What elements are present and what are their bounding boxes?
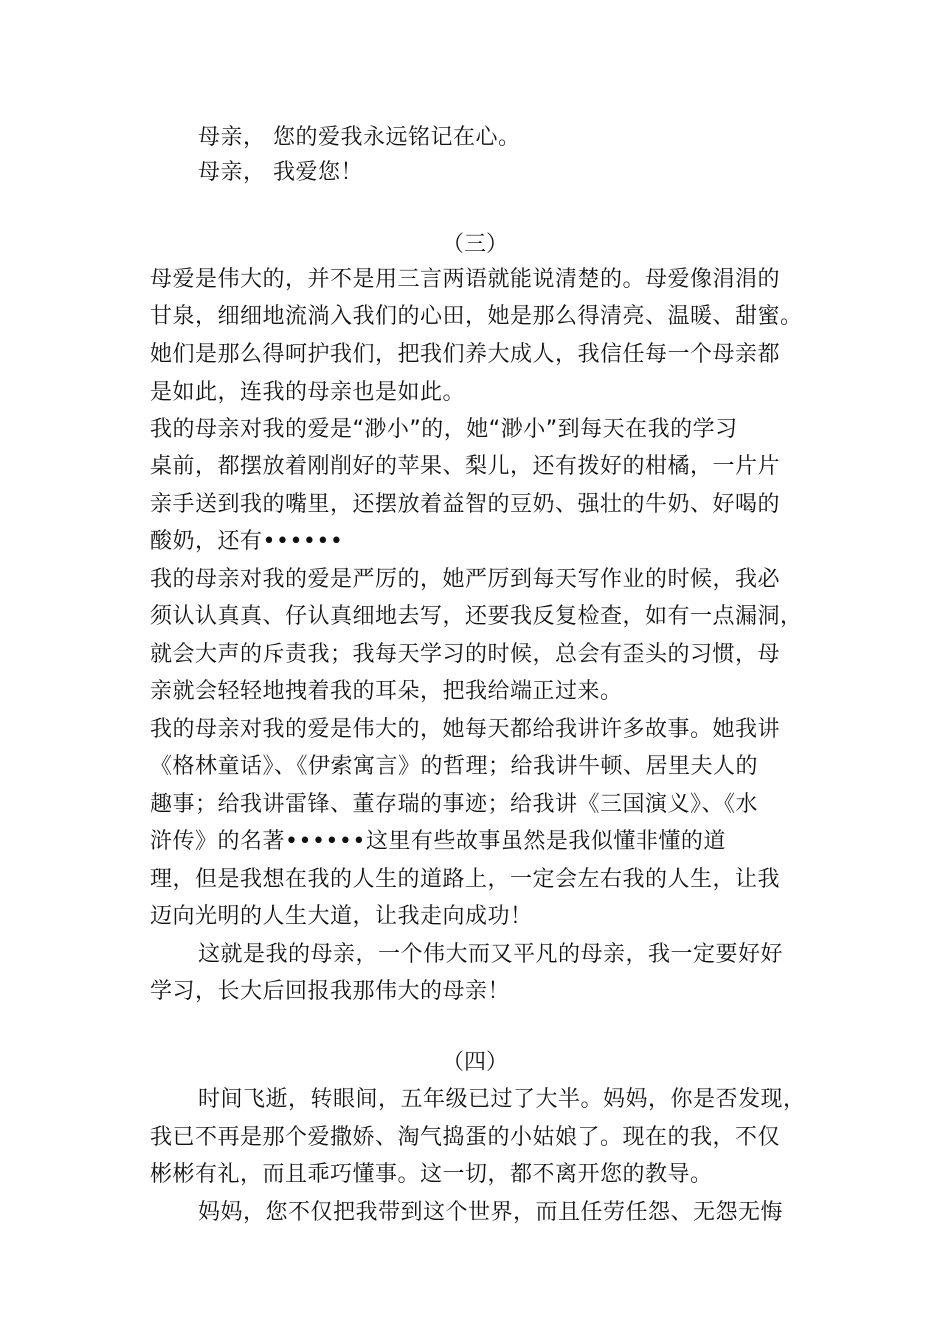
paragraph-line: 须认认真真、仔认真细地去写，还要我反复检查，如有一点漏洞， bbox=[150, 604, 803, 629]
paragraph-line: 妈妈，您不仅把我带到这个世界，而且任劳任怨、无怨无悔 bbox=[198, 1200, 784, 1225]
section-heading-3: （三） bbox=[441, 232, 508, 257]
paragraph-line: 彬彬有礼，而且乖巧懂事。这一切，都不离开您的教导。 bbox=[150, 1162, 713, 1187]
paragraph-line: 学习，长大后回报我那伟大的母亲！ bbox=[150, 979, 511, 1004]
paragraph-line: 亲手送到我的嘴里，还摆放着益智的豆奶、强壮的牛奶、好喝的 bbox=[150, 492, 781, 517]
paragraph-line: 时间飞逝，转眼间，五年级已过了大半。妈妈，你是否发现， bbox=[198, 1087, 806, 1112]
paragraph-line: 酸奶，还有•••••• bbox=[150, 529, 344, 554]
paragraph-line: 桌前，都摆放着刚削好的苹果、梨儿，还有拨好的柑橘，一片片 bbox=[150, 454, 781, 479]
paragraph-line: 母亲， 我爱您！ bbox=[198, 160, 363, 185]
section-heading-4: （四） bbox=[441, 1050, 508, 1075]
paragraph-line: 甘泉，细细地流淌入我们的心田，她是那么得清亮、温暖、甜蜜。 bbox=[150, 304, 803, 329]
paragraph-line: 《格林童话》、《伊索寓言》的哲理；给我讲牛顿、居里夫人的 bbox=[150, 754, 759, 779]
paragraph-line: 我的母亲对我的爱是伟大的，她每天都给我讲许多故事。她我讲 bbox=[150, 717, 781, 742]
paragraph-line: 就会大声的斥责我；我每天学习的时候，总会有歪头的习惯，母 bbox=[150, 642, 781, 667]
paragraph-line: 我的母亲对我的爱是“渺小”的，她“渺小”到每天在我的学习 bbox=[150, 417, 738, 442]
paragraph-line: 理，但是我想在我的人生的道路上，一定会左右我的人生，让我 bbox=[150, 867, 781, 892]
paragraph-line: 我已不再是那个爱撒娇、淘气捣蛋的小姑娘了。现在的我，不仅 bbox=[150, 1125, 781, 1150]
paragraph-line: 浒传》的名著••••••这里有些故事虽然是我似懂非懂的道 bbox=[150, 829, 726, 854]
paragraph-line: 我的母亲对我的爱是严厉的，她严厉到每天写作业的时候，我必 bbox=[150, 567, 781, 592]
paragraph-line: 是如此，连我的母亲也是如此。 bbox=[150, 380, 466, 405]
paragraph-line: 母爱是伟大的，并不是用三言两语就能说清楚的。母爱像涓涓的 bbox=[150, 267, 781, 292]
paragraph-line: 迈向光明的人生大道，让我走向成功！ bbox=[150, 904, 533, 929]
paragraph-line: 母亲， 您的爱我永远铭记在心。 bbox=[198, 125, 521, 150]
paragraph-line: 她们是那么得呵护我们，把我们养大成人，我信任每一个母亲都 bbox=[150, 342, 781, 367]
paragraph-line: 亲就会轻轻地拽着我的耳朵，把我给端正过来。 bbox=[150, 679, 623, 704]
paragraph-line: 趣事；给我讲雷锋、董存瑞的事迹；给我讲《三国演义》、《水 bbox=[150, 792, 759, 817]
paragraph-line: 这就是我的母亲，一个伟大而又平凡的母亲，我一定要好好 bbox=[198, 942, 784, 967]
